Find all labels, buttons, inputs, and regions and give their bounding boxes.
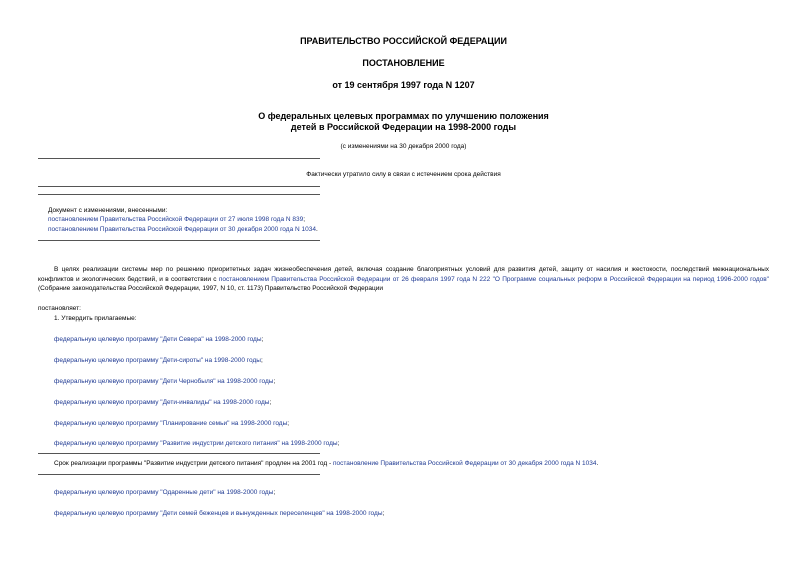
changes-intro: Документ с изменениями, внесенными: [48, 207, 168, 214]
program-link-gifted-children[interactable]: федеральную целевую программу "Одаренные дети" на 1998-2000 годы [54, 489, 274, 496]
divider [38, 240, 320, 241]
punctuation: . [596, 460, 599, 467]
punctuation: ; [273, 489, 276, 496]
amendment-link-2[interactable]: постановлением Правительства Российской Федерации от 30 декабря 2000 года N 1034 [48, 226, 316, 233]
extension-note [54, 460, 598, 467]
divider [38, 158, 320, 159]
program-item [54, 420, 289, 427]
program-item [54, 399, 271, 406]
punctuation: ; [260, 357, 263, 364]
divider [38, 186, 320, 187]
program-item [54, 336, 263, 343]
punctuation: ; [287, 420, 290, 427]
punctuation: ; [303, 216, 306, 223]
changes-item-2 [48, 226, 318, 233]
program-link-baby-food[interactable]: федеральную целевую программу "Развитие индустрии детского питания" на 1998-2000 годы [54, 440, 338, 447]
divider [38, 474, 320, 475]
document-type-heading: ПОСТАНОВЛЕНИЕ [362, 58, 445, 68]
item-1-heading: 1. Утвердить прилагаемые: [54, 315, 137, 322]
punctuation: ; [337, 440, 340, 447]
program-link-refugee-children[interactable]: федеральную целевую программу "Дети семей беженцев и вынужденных переселенцев" на 1998-2000 годы [54, 510, 383, 517]
program-item [54, 440, 339, 447]
document-title-line1: О федеральных целевых программах по улучшению положения [258, 111, 549, 121]
punctuation: . [315, 226, 318, 233]
program-item [54, 489, 275, 496]
extension-decree-link[interactable]: постановление Правительства Российской Федерации от 30 декабря 2000 года N 1034 [332, 460, 597, 467]
amendments-note: (с изменениями на 30 декабря 2000 года) [340, 143, 467, 150]
punctuation: ; [382, 510, 385, 517]
date-number-heading: от 19 сентября 1997 года N 1207 [332, 80, 475, 90]
reform-program-link[interactable]: постановлением Правительства Российской Федерации от 26 февраля 1997 года N 222 "О Программе социальных реформ в Российской Федерации на период 1996-2000 годов" [218, 275, 769, 283]
program-link-family-planning[interactable]: федеральную целевую программу "Планирование семьи" на 1998-2000 годы [54, 420, 288, 427]
program-link-disabled[interactable]: федеральную целевую программу "Дети-инвалиды" на 1998-2000 годы [54, 399, 270, 406]
divider [38, 194, 320, 195]
preamble-paragraph [38, 265, 769, 294]
extension-text: Срок реализации программы "Развитие индустрии детского питания" продлен на 2001 год - [54, 460, 333, 467]
program-item [54, 378, 275, 385]
punctuation: ; [261, 336, 264, 343]
status-note: Фактически утратило силу в связи с истечением срока действия [306, 171, 501, 178]
program-item [54, 510, 384, 517]
punctuation: ; [269, 399, 272, 406]
changes-item-1 [48, 216, 305, 223]
punctuation: ; [273, 378, 276, 385]
issuer-heading: ПРАВИТЕЛЬСТВО РОССИЙСКОЙ ФЕДЕРАЦИИ [300, 36, 507, 46]
preamble-text-before: В целях реализации системы мер по решению приоритетных задач жизнеобеспечения детей, включая создание благоприятных условий для развития детей, защиту от насилия и жестокости, последствий межнациональных конфликтов и экологических бедствий, и в соответствии с [38, 266, 769, 283]
program-link-children-of-north[interactable]: федеральную целевую программу "Дети Севера" на 1998-2000 годы [54, 336, 262, 343]
program-link-orphans[interactable]: федеральную целевую программу "Дети-сироты" на 1998-2000 годы [54, 357, 261, 364]
divider [38, 453, 320, 454]
resolves-text: постановляет: [38, 305, 81, 312]
program-item [54, 357, 263, 364]
document-title-line2: детей в Российской Федерации на 1998-2000 годы [290, 122, 517, 132]
amendment-link-1[interactable]: постановлением Правительства Российской Федерации от 27 июля 1998 года N 839 [48, 216, 304, 223]
preamble-text-after: (Собрание законодательства Российской Федерации, 1997, N 10, ст. 1173) Правительство Российской Федерации [38, 285, 383, 292]
program-link-chernobyl[interactable]: федеральную целевую программу "Дети Чернобыля" на 1998-2000 годы [54, 378, 274, 385]
